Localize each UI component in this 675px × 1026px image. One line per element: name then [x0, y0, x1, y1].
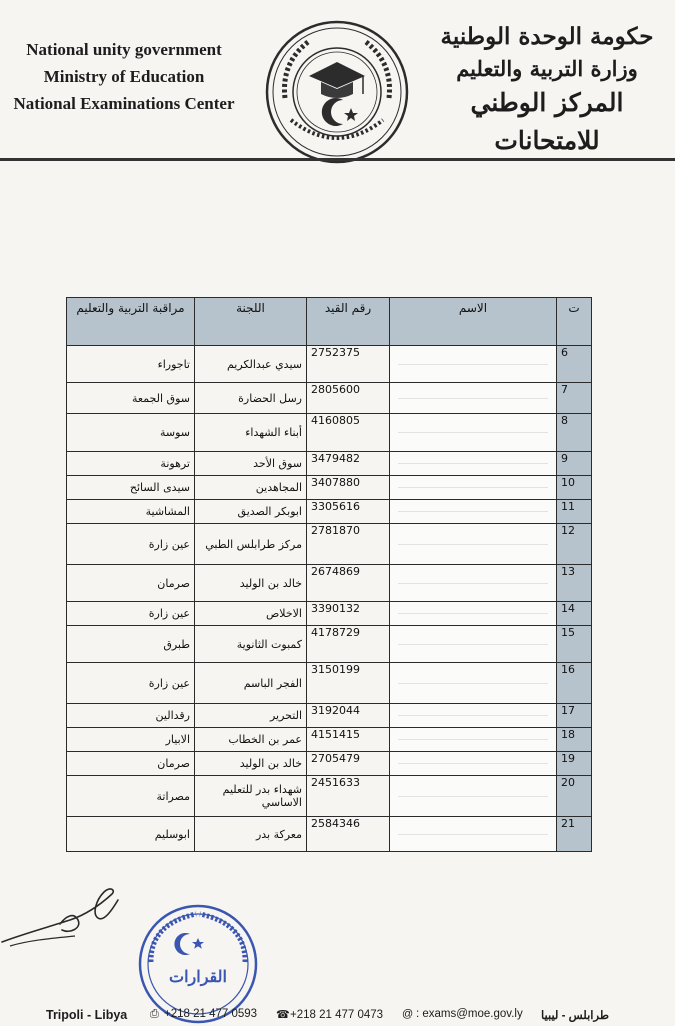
supervisor-cell: صرمان: [67, 565, 195, 602]
committee-cell: مركز طرابلس الطبي: [195, 524, 307, 565]
supervisor-cell: مصراتة: [67, 776, 195, 817]
supervisor-cell: ترهونة: [67, 452, 195, 476]
committee-cell: شهداء بدر للتعليم الاساسي: [195, 776, 307, 817]
supervisor-cell: الابيار: [67, 728, 195, 752]
row-number-cell: 21: [557, 817, 592, 852]
reg-number-cell: 4160805: [307, 414, 390, 452]
redacted-name: [398, 544, 548, 545]
reg-number-cell: 3150199: [307, 663, 390, 704]
supervisor-cell: سيدى السائح: [67, 476, 195, 500]
table-row: [67, 383, 592, 414]
footer-phone: ☎+218 21 477 0473: [276, 1009, 384, 1021]
name-cell: [390, 602, 557, 626]
row-number-cell: 18: [557, 728, 592, 752]
table-row: [67, 476, 592, 500]
name-cell: [390, 663, 557, 704]
row-number-cell: 15: [557, 626, 592, 663]
row-number-cell: 13: [557, 565, 592, 602]
redacted-name: [398, 511, 548, 512]
supervisor-cell: عين زارة: [67, 663, 195, 704]
name-cell: [390, 452, 557, 476]
gov-name-en: National unity government: [26, 40, 222, 59]
reg-number-cell: 3407880: [307, 476, 390, 500]
redacted-name: [398, 432, 548, 433]
ministry-name-en: Ministry of Education: [43, 67, 205, 86]
table-row: [67, 602, 592, 626]
footer: [0, 1000, 675, 1024]
committee-cell: سيدي عبدالكريم: [195, 346, 307, 383]
reg-number-cell: 3390132: [307, 602, 390, 626]
row-number-cell: 10: [557, 476, 592, 500]
supervisor-cell: ابوسليم: [67, 817, 195, 852]
committee-cell: الاخلاص: [195, 602, 307, 626]
ministry-logo: [263, 18, 411, 166]
committee-cell: خالد بن الوليد: [195, 565, 307, 602]
redacted-name: [398, 364, 548, 365]
table-row: [67, 663, 592, 704]
name-cell: [390, 704, 557, 728]
table-row: [67, 626, 592, 663]
redacted-name: [398, 487, 548, 488]
table-row: [67, 752, 592, 776]
gov-name-ar: حكومة الوحدة الوطنية: [440, 23, 654, 50]
center-name-en: National Examinations Center: [13, 94, 235, 113]
reg-number-cell: 4151415: [307, 728, 390, 752]
row-number-cell: 11: [557, 500, 592, 524]
redacted-name: [398, 683, 548, 684]
table-row: [67, 817, 592, 852]
supervisor-cell: عين زارة: [67, 524, 195, 565]
redacted-name: [398, 739, 548, 740]
header-supervisor: مراقبة التربية والتعليم: [67, 298, 195, 346]
reg-number-cell: 2781870: [307, 524, 390, 565]
table-row: [67, 704, 592, 728]
results-table: [66, 297, 592, 852]
redacted-name: [398, 583, 548, 584]
redacted-name: [398, 463, 548, 464]
header-number: ت: [557, 298, 592, 346]
committee-cell: عمر بن الخطاب: [195, 728, 307, 752]
name-cell: [390, 383, 557, 414]
row-number-cell: 6: [557, 346, 592, 383]
reg-number-cell: 2705479: [307, 752, 390, 776]
header-divider: [0, 158, 675, 161]
redacted-name: [398, 834, 548, 835]
committee-cell: المجاهدين: [195, 476, 307, 500]
redacted-name: [398, 398, 548, 399]
signature: [0, 880, 135, 950]
supervisor-cell: سوق الجمعة: [67, 383, 195, 414]
reg-number-cell: 3192044: [307, 704, 390, 728]
reg-number-cell: 2584346: [307, 817, 390, 852]
supervisor-cell: رقدالين: [67, 704, 195, 728]
committee-cell: ابوبكر الصديق: [195, 500, 307, 524]
row-number-cell: 7: [557, 383, 592, 414]
name-cell: [390, 476, 557, 500]
name-cell: [390, 626, 557, 663]
table-row: [67, 500, 592, 524]
name-cell: [390, 524, 557, 565]
supervisor-cell: عين زارة: [67, 602, 195, 626]
name-cell: [390, 565, 557, 602]
table-row: [67, 728, 592, 752]
supervisor-cell: صرمان: [67, 752, 195, 776]
committee-cell: كمبوت الثانوية: [195, 626, 307, 663]
name-cell: [390, 500, 557, 524]
row-number-cell: 14: [557, 602, 592, 626]
name-cell: [390, 728, 557, 752]
committee-cell: خالد بن الوليد: [195, 752, 307, 776]
footer-email: @ : exams@moe.gov.ly: [402, 1008, 523, 1020]
committee-cell: رسل الحضارة: [195, 383, 307, 414]
redacted-name: [398, 715, 548, 716]
supervisor-cell: سوسة: [67, 414, 195, 452]
reg-number-cell: 2674869: [307, 565, 390, 602]
committee-cell: أبناء الشهداء: [195, 414, 307, 452]
header-arabic: [427, 20, 667, 160]
reg-number-cell: 2805600: [307, 383, 390, 414]
row-number-cell: 20: [557, 776, 592, 817]
redacted-name: [398, 796, 548, 797]
table-row: [67, 524, 592, 565]
header-english: [6, 36, 242, 117]
table-header-row: [67, 298, 592, 346]
center-name-ar: المركز الوطني للامتحانات: [470, 88, 624, 155]
redacted-name: [398, 644, 548, 645]
name-cell: [390, 817, 557, 852]
supervisor-cell: تاجوراء: [67, 346, 195, 383]
name-cell: [390, 414, 557, 452]
redacted-name: [398, 613, 548, 614]
reg-number-cell: 4178729: [307, 626, 390, 663]
stamp-label: القرارات: [169, 967, 227, 986]
row-number-cell: 12: [557, 524, 592, 565]
name-cell: [390, 776, 557, 817]
header-name: الاسم: [390, 298, 557, 346]
table-row: [67, 346, 592, 383]
row-number-cell: 17: [557, 704, 592, 728]
row-number-cell: 8: [557, 414, 592, 452]
ministry-name-ar: وزارة التربية والتعليم: [456, 56, 638, 81]
header-reg-number: رقم القيد: [307, 298, 390, 346]
redacted-name: [398, 763, 548, 764]
committee-cell: التحرير: [195, 704, 307, 728]
table-row: [67, 776, 592, 817]
row-number-cell: 9: [557, 452, 592, 476]
row-number-cell: 19: [557, 752, 592, 776]
reg-number-cell: 3479482: [307, 452, 390, 476]
reg-number-cell: 2752375: [307, 346, 390, 383]
row-number-cell: 16: [557, 663, 592, 704]
committee-cell: معركة بدر: [195, 817, 307, 852]
committee-cell: سوق الأحد: [195, 452, 307, 476]
name-cell: [390, 752, 557, 776]
reg-number-cell: 2451633: [307, 776, 390, 817]
footer-city-ar: طرابلس - ليبيا: [541, 1010, 610, 1022]
reg-number-cell: 3305616: [307, 500, 390, 524]
name-cell: [390, 346, 557, 383]
footer-city-en: Tripoli - Libya: [46, 1008, 128, 1022]
supervisor-cell: طبرق: [67, 626, 195, 663]
header-committee: اللجنة: [195, 298, 307, 346]
fax-icon: ⎙: [150, 1008, 159, 1020]
supervisor-cell: المشاشية: [67, 500, 195, 524]
committee-cell: الفجر الباسم: [195, 663, 307, 704]
at-icon: @: [402, 1008, 414, 1020]
table-row: [67, 452, 592, 476]
table-row: [67, 565, 592, 602]
table-row: [67, 414, 592, 452]
footer-fax: ⎙ +218 21 477 0593: [150, 1008, 258, 1020]
phone-icon: ☎: [276, 1009, 290, 1021]
